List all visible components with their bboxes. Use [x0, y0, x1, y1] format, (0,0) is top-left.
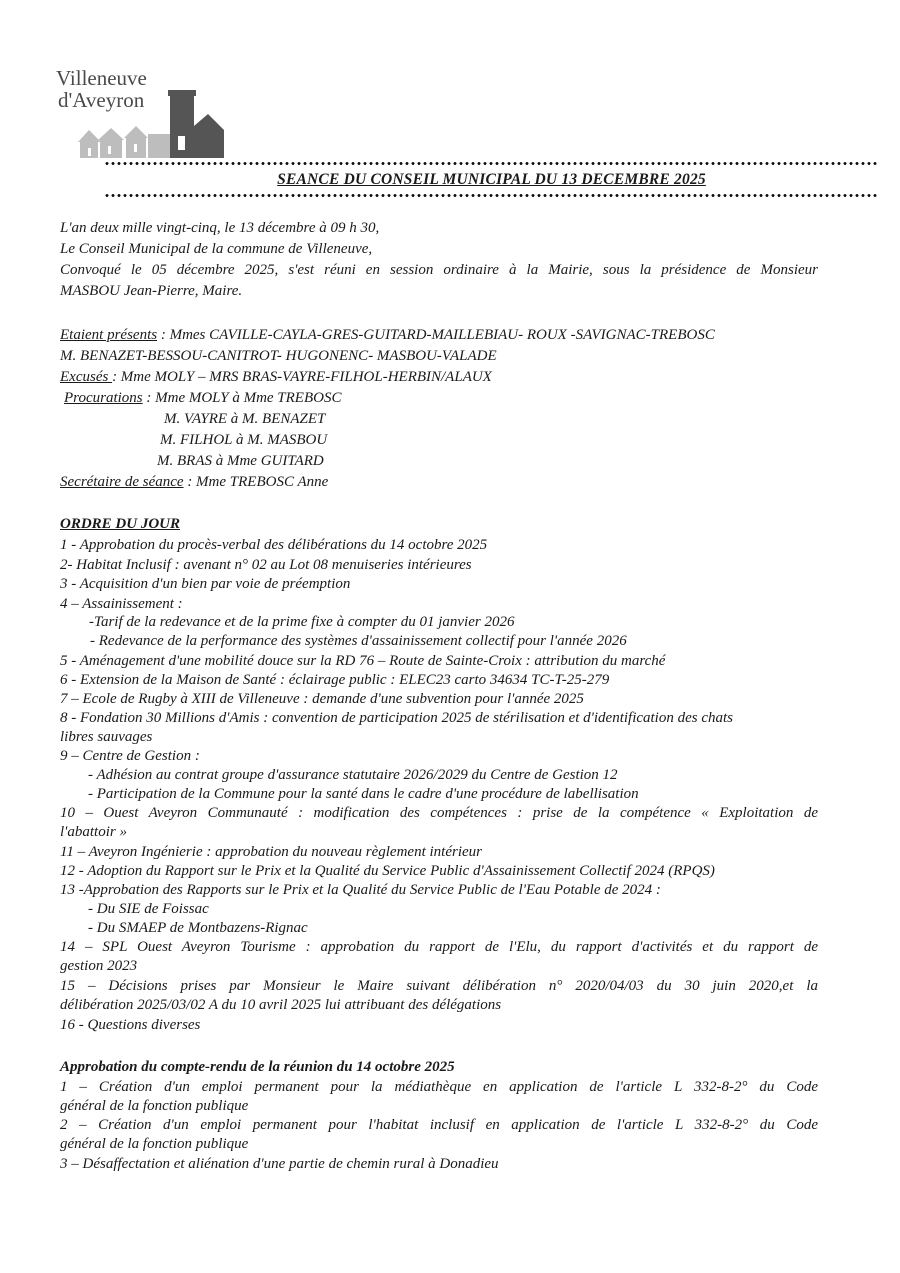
secretaire-label: Secrétaire de séance: [60, 474, 184, 490]
agenda-item: 10 – Ouest Aveyron Communauté : modification des compétences : prise de la compétence « Exploitation de: [60, 805, 818, 821]
presents-label: Etaient présents: [60, 327, 158, 343]
secretaire-name: : Mme TREBOSC Anne: [183, 474, 329, 490]
procuration-item: M. BRAS à Mme GUITARD: [157, 453, 324, 469]
intro-line: Le Conseil Municipal de la commune de Villeneuve,: [60, 241, 373, 257]
agenda-item-continued: gestion 2023: [60, 958, 138, 974]
approbation-item: 1 – Création d'un emploi permanent pour la médiathèque en application de l'article L 332-8-2° du Code: [60, 1079, 818, 1095]
page-title: SEANCE DU CONSEIL MUNICIPAL DU 13 DECEMBRE 2025: [277, 171, 706, 188]
intro-line: L'an deux mille vingt-cinq, le 13 décembre à 09 h 30,: [60, 220, 380, 236]
presents-line-2: M. BENAZET-BESSOU-CANITROT- HUGONENC- MASBOU-VALADE: [60, 348, 497, 364]
agenda-item: 8 - Fondation 30 Millions d'Amis : convention de participation 2025 de stérilisation et d'identification des chats: [60, 710, 734, 726]
agenda-item: 9 – Centre de Gestion :: [60, 748, 200, 764]
agenda-item: 1 - Approbation du procès-verbal des délibérations du 14 octobre 2025: [60, 537, 488, 553]
approbation-item-continued: général de la fonction publique: [60, 1136, 249, 1152]
approbation-item: 3 – Désaffectation et aliénation d'une partie de chemin rural à Donadieu: [60, 1156, 499, 1172]
agenda-item: 15 – Décisions prises par Monsieur le Maire suivant délibération n° 2020/04/03 du 30 juin 2020,et la: [60, 978, 818, 994]
agenda-subitem: - Participation de la Commune pour la santé dans le cadre d'une procédure de labellisation: [88, 786, 639, 802]
agenda-heading: ORDRE DU JOUR: [60, 516, 181, 532]
approbation-item: 2 – Création d'un emploi permanent pour l'habitat inclusif en application de l'article L 332-8-2° du Code: [60, 1117, 818, 1133]
village-silhouette-icon: [74, 86, 226, 162]
agenda-item-continued: délibération 2025/03/02 A du 10 avril 2025 lui attribuant des délégations: [60, 997, 502, 1013]
agenda-subitem: -Tarif de la redevance et de la prime fixe à compter du 01 janvier 2026: [89, 614, 515, 630]
agenda-subitem: - Du SMAEP de Montbazens-Rignac: [88, 920, 308, 936]
town-logo: [56, 66, 226, 162]
logo-text-line1: Villeneuve: [56, 66, 147, 90]
procuration-item: : Mme MOLY à Mme TREBOSC: [142, 390, 342, 406]
procurations-line: [64, 389, 341, 407]
agenda-item: 16 - Questions diverses: [60, 1017, 201, 1033]
agenda-item: 14 – SPL Ouest Aveyron Tourisme : approbation du rapport de l'Elu, du rapport d'activités et du rapport de: [60, 939, 818, 955]
agenda-subitem: - Du SIE de Foissac: [88, 901, 209, 917]
agenda-item: 2- Habitat Inclusif : avenant n° 02 au Lot 08 menuiseries intérieures: [60, 557, 472, 573]
agenda-subitem: - Adhésion au contrat groupe d'assurance statutaire 2026/2029 du Centre de Gestion 12: [88, 767, 618, 783]
agenda-item: 11 – Aveyron Ingénierie : approbation du nouveau règlement intérieur: [60, 844, 482, 860]
intro-line: MASBOU Jean-Pierre, Maire.: [60, 283, 243, 299]
intro-line: Convoqué le 05 décembre 2025, s'est réuni en session ordinaire à la Mairie, sous la présidence de Monsieur: [60, 262, 818, 278]
approbation-item-continued: général de la fonction publique: [60, 1098, 249, 1114]
dotted-divider-bottom: [104, 193, 879, 198]
procurations-label: Procurations: [64, 390, 143, 406]
secretaire-line: [60, 473, 328, 491]
agenda-item-continued: l'abattoir »: [60, 824, 127, 840]
presents-line: [60, 326, 715, 344]
procuration-item: M. FILHOL à M. MASBOU: [160, 432, 328, 448]
logo-text-line2: d'Aveyron: [58, 88, 145, 112]
excuses-line: [60, 368, 492, 386]
agenda-subitem: - Redevance de la performance des systèmes d'assainissement collectif pour l'année 2026: [90, 633, 627, 649]
agenda-item: 12 - Adoption du Rapport sur le Prix et la Qualité du Service Public d'Assainissement Collectif 2024 (RPQS): [60, 863, 715, 879]
agenda-item: 7 – Ecole de Rugby à XIII de Villeneuve : demande d'une subvention pour l'année 2025: [60, 691, 584, 707]
approbation-heading: Approbation du compte-rendu de la réunion du 14 octobre 2025: [60, 1059, 455, 1075]
agenda-item: 3 - Acquisition d'un bien par voie de préemption: [60, 576, 351, 592]
excuses-label: Excusés: [60, 369, 113, 385]
agenda-item: 6 - Extension de la Maison de Santé : éclairage public : ELEC23 carto 34634 TC-T-25-279: [60, 672, 610, 688]
dotted-divider-top: [104, 161, 879, 166]
agenda-item: 13 -Approbation des Rapports sur le Prix et la Qualité du Service Public de l'Eau Potable de 2024 :: [60, 882, 661, 898]
procuration-item: M. VAYRE à M. BENAZET: [164, 411, 326, 427]
agenda-item: 4 – Assainissement :: [60, 596, 183, 612]
presents-list: : Mmes CAVILLE-CAYLA-GRES-GUITARD-MAILLEBIAU- ROUX -SAVIGNAC-TREBOSC: [157, 327, 715, 343]
excuses-list: : Mme MOLY – MRS BRAS-VAYRE-FILHOL-HERBIN/ALAUX: [112, 369, 492, 385]
agenda-item-continued: libres sauvages: [60, 729, 153, 745]
agenda-item: 5 - Aménagement d'une mobilité douce sur la RD 76 – Route de Sainte-Croix : attribution du marché: [60, 653, 666, 669]
